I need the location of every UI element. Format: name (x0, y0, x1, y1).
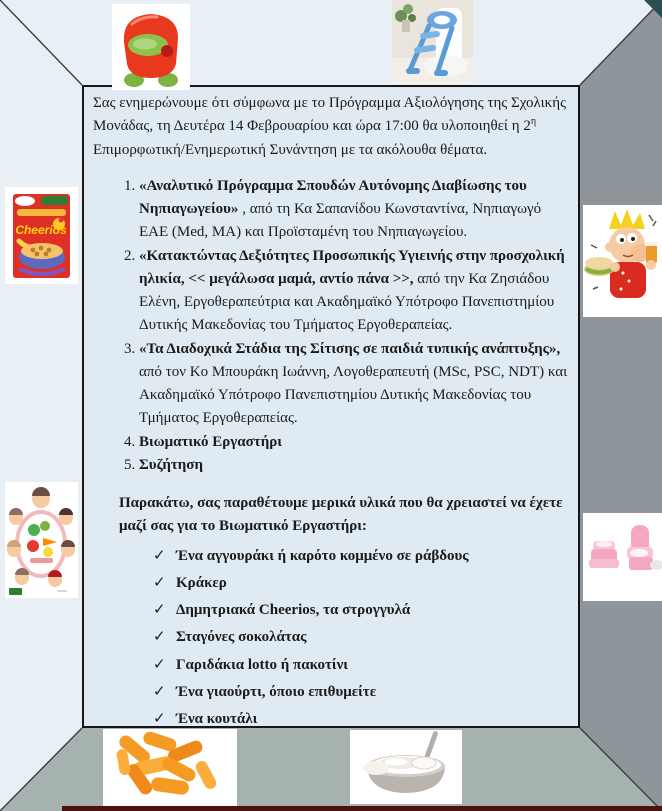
document-page (82, 85, 580, 728)
checklist-item-4-label: Σταγόνες σοκολάτας (176, 629, 307, 646)
checklist-item-7-label: Ένα κουτάλι (176, 711, 258, 727)
pink-potty-image (583, 513, 662, 601)
checklist-item-1 (153, 544, 568, 568)
toilet-trainer-image (392, 0, 473, 84)
check-icon: ✓ (153, 600, 166, 618)
agenda-item-5-title: Συζήτηση (139, 456, 203, 473)
agenda-item-4-title: Βιωματικό Εργαστήρι (139, 433, 282, 450)
checklist-item-7 (153, 707, 568, 731)
agenda-list (93, 175, 568, 477)
frame-bottom-strip (62, 806, 662, 811)
check-icon: ✓ (153, 545, 166, 564)
materials-intro: Παρακάτω, σας παραθέτουμε μερικά υλικά που θα χρειαστεί να έχετε μαζί σας για το Βιωματικό Εργαστήρι: (119, 495, 563, 535)
checklist-item-1-label: Ένα αγγουράκι ή καρότο κομμένο σε ράβδους (176, 547, 469, 564)
check-icon: ✓ (153, 654, 166, 673)
checklist-item-2-label: Κράκερ (176, 574, 227, 591)
checklist-item-5 (153, 653, 568, 677)
agenda-item-3-title: «Τα Διαδοχικά Στάδια της Σίτισης σε παιδιά τυπικής ανάπτυξης», (139, 340, 561, 357)
cheerios-box-image (5, 187, 78, 284)
checklist-item-6 (153, 680, 568, 704)
intro-text-start: Σας ενημερώνουμε ότι σύμφωνα με το Πρόγραμμα Αξιολόγησης της Σχολικής Μονάδας, τη Δευτέρα 14 Φεβρουαρίου και ώρα 17:00 θα υλοποιηθεί η 2 (93, 95, 567, 135)
check-icon: ✓ (153, 627, 166, 646)
cheese-puffs-image (103, 729, 237, 806)
agenda-item-3 (139, 338, 568, 431)
agenda-item-1 (139, 175, 568, 245)
checklist-item-2 (153, 571, 568, 595)
check-icon: ✓ (153, 709, 166, 727)
yogurt-image (350, 730, 462, 804)
checklist-item-6-label: Ένα γιαούρτι, όποιο επιθυμείτε (176, 683, 377, 700)
eating-boy-image (583, 205, 662, 317)
agenda-item-1-title: «Αναλυτικό Πρόγραμμα Σπουδών Αυτόνομης Διαβίωσης του Νηπιαγωγείου» (139, 177, 527, 217)
intro-superscript: η (530, 116, 537, 128)
checklist-item-3-label: Δημητριακά Cheerios, τα στρογγυλά (176, 602, 411, 618)
materials-checklist (93, 544, 568, 732)
checklist-item-3 (153, 598, 568, 622)
cheerios-box-label: Cheerios (15, 223, 67, 237)
intro-text-end: Επιμορφωτική/Ενημερωτική Συνάντηση με τα ακόλουθα θέματα. (93, 141, 488, 158)
checklist-item-5-label: Γαριδάκια lotto ή πακοτίνι (176, 656, 348, 673)
agenda-item-2 (139, 245, 568, 338)
red-potty-image (112, 4, 190, 90)
checklist-item-4 (153, 625, 568, 649)
agenda-item-2-detail: από την Κα Ζησιάδου Ελένη, Εργοθεραπεύτρια και Ακαδημαϊκό Υπότροφο Πανεπιστημίου Δυτικής Μακεδονίας του Τμήματος Εργοθεραπείας. (139, 270, 555, 334)
agenda-item-2-title: «Κατακτώντας Δεξιότητες Προσωπικής Υγιεινής στην προσχολική ηλικία, << μεγάλωσα μαμά, αντίο πάνα >>, (139, 247, 565, 287)
agenda-item-3-detail: από τον Κο Μπουράκη Ιωάννη, Λογοθεραπευτή (MSc, PSC, NDT) και Ακαδημαϊκό Υπότροφο Πανεπιστημίου Δυτικής Μακεδονίας του Τμήματος Εργοθεραπείας. (139, 363, 568, 427)
agenda-item-1-detail: , από τη Κα Σαπανίδου Κωνσταντίνα, Νηπιαγωγό ΕΑΕ (Med, MA) και Προϊσταμένη του Νηπιαγωγείου. (139, 201, 542, 241)
check-icon: ✓ (153, 572, 166, 591)
agenda-item-4 (139, 431, 568, 454)
kids-vegetables-image (5, 482, 78, 598)
intro-paragraph (93, 92, 568, 162)
agenda-item-5 (139, 454, 568, 477)
check-icon: ✓ (153, 681, 166, 700)
